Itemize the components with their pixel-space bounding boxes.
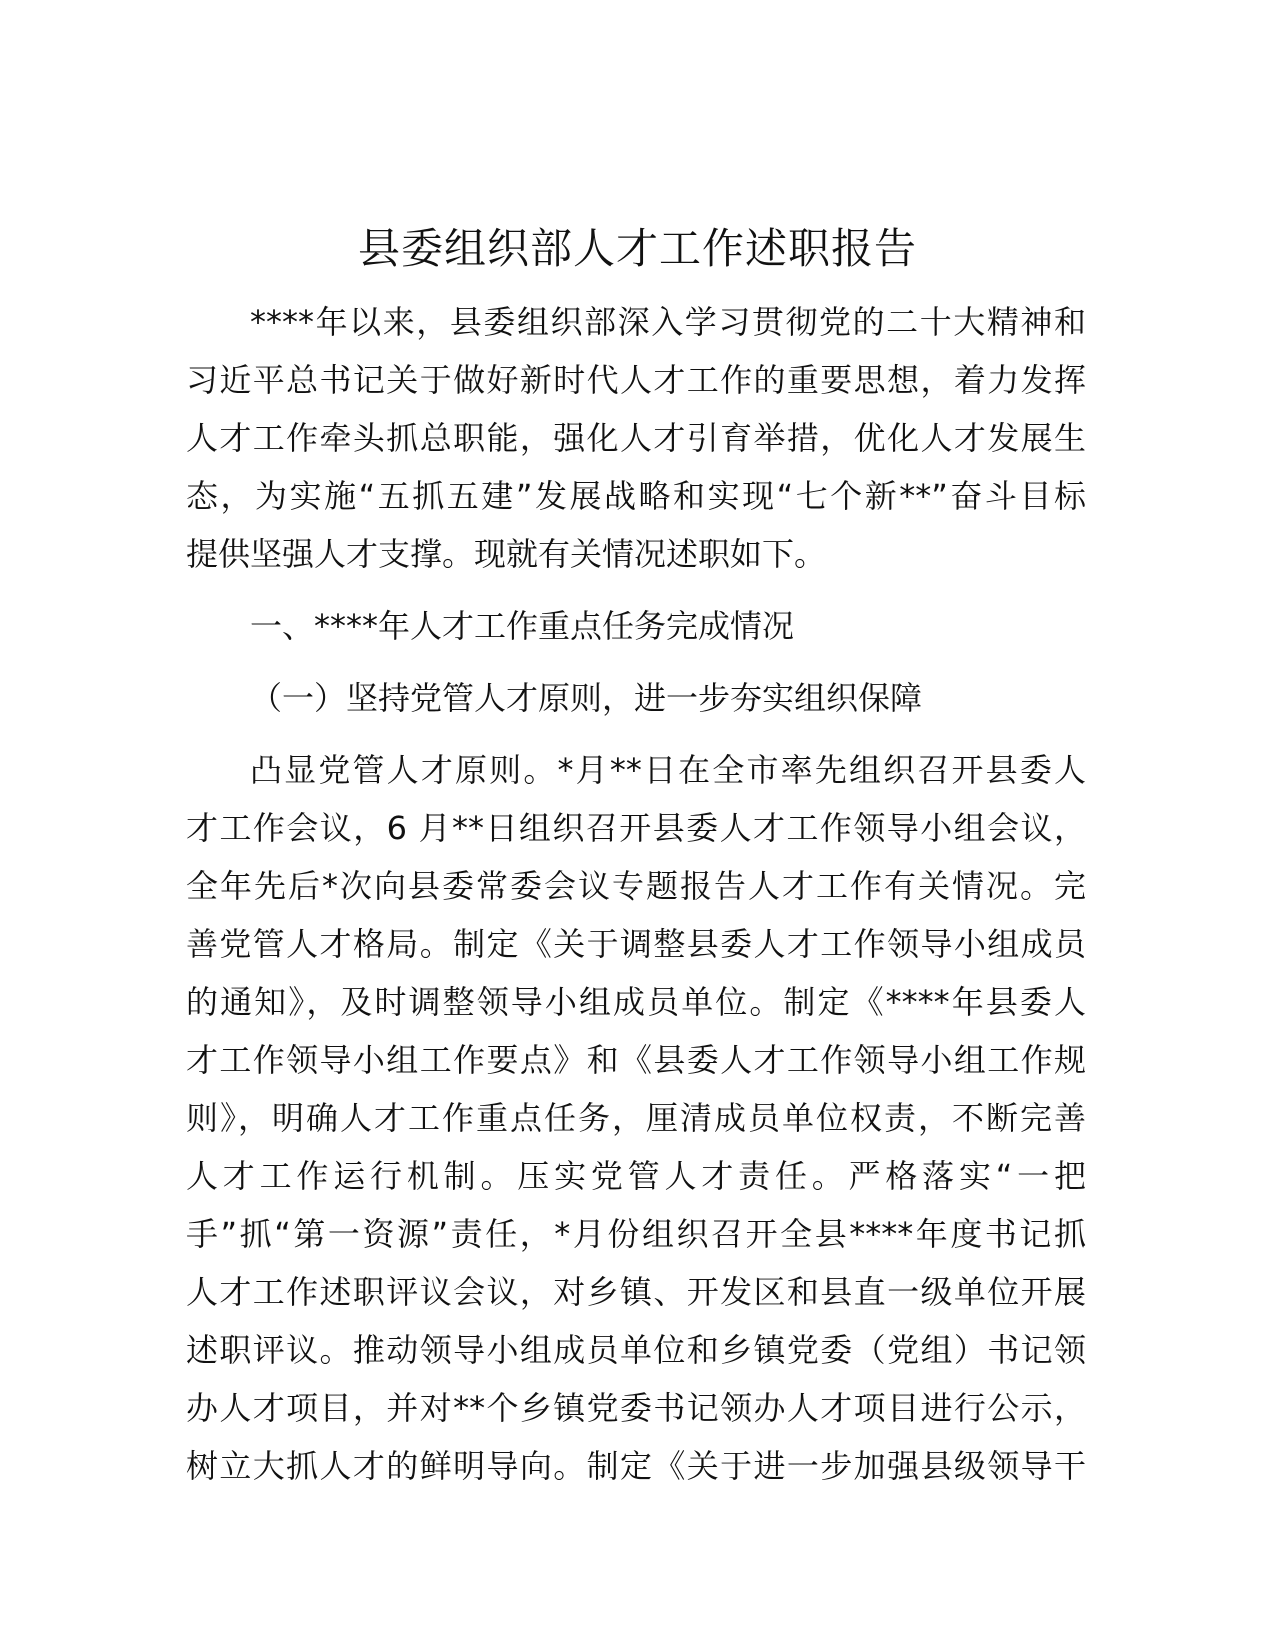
intro-line: 态，为实施“五抓五建”发展战略和实现“七个新**”奋斗目标 [186,477,1086,515]
body-line: 人才工作述职评议会议，对乡镇、开发区和县直一级单位开展 [186,1273,1086,1311]
body-line: 凸显党管人才原则。*月**日在全市率先组织召开县委人 [250,751,1086,789]
intro-line: ****年以来，县委组织部深入学习贯彻党的二十大精神和 [250,303,1086,341]
intro-line: 人才工作牵头抓总职能，强化人才引育举措，优化人才发展生 [186,419,1086,457]
document-title: 县委组织部人才工作述职报告 [357,224,917,273]
intro-line: 提供坚强人才支撑。现就有关情况述职如下。 [186,535,827,573]
paragraph-gap [186,655,1086,669]
body-line: 人才工作运行机制。压实党管人才责任。严格落实“一把 [186,1157,1086,1195]
body-line: 则》，明确人才工作重点任务，厘清成员单位权责，不断完善 [186,1099,1086,1137]
body-line: 树立大抓人才的鲜明导向。制定《关于进一步加强县级领导干 [186,1447,1086,1485]
paragraph-gap [186,583,1086,597]
subsection-heading: （一）坚持党管人才原则，进一步夯实组织保障 [250,679,923,717]
document-body [186,293,1086,1495]
body-line: 才工作会议，6 月**日组织召开县委人才工作领导小组会议， [186,809,1086,847]
body-line: 办人才项目，并对**个乡镇党委书记领办人才项目进行公示， [186,1389,1086,1427]
body-line: 才工作领导小组工作要点》和《县委人才工作领导小组工作规 [186,1041,1086,1079]
intro-line: 习近平总书记关于做好新时代人才工作的重要思想，着力发挥 [186,361,1086,399]
body-line: 的通知》，及时调整领导小组成员单位。制定《****年县委人 [186,983,1086,1021]
body-line: 全年先后*次向县委常委会议专题报告人才工作有关情况。完 [186,867,1086,905]
body-line: 善党管人才格局。制定《关于调整县委人才工作领导小组成员 [186,925,1086,963]
paragraph-gap [186,727,1086,741]
section-heading: 一、****年人才工作重点任务完成情况 [250,607,795,645]
body-line: 手”抓“第一资源”责任，*月份组织召开全县****年度书记抓 [186,1215,1086,1253]
body-line: 述职评议。推动领导小组成员单位和乡镇党委（党组）书记领 [186,1331,1086,1369]
